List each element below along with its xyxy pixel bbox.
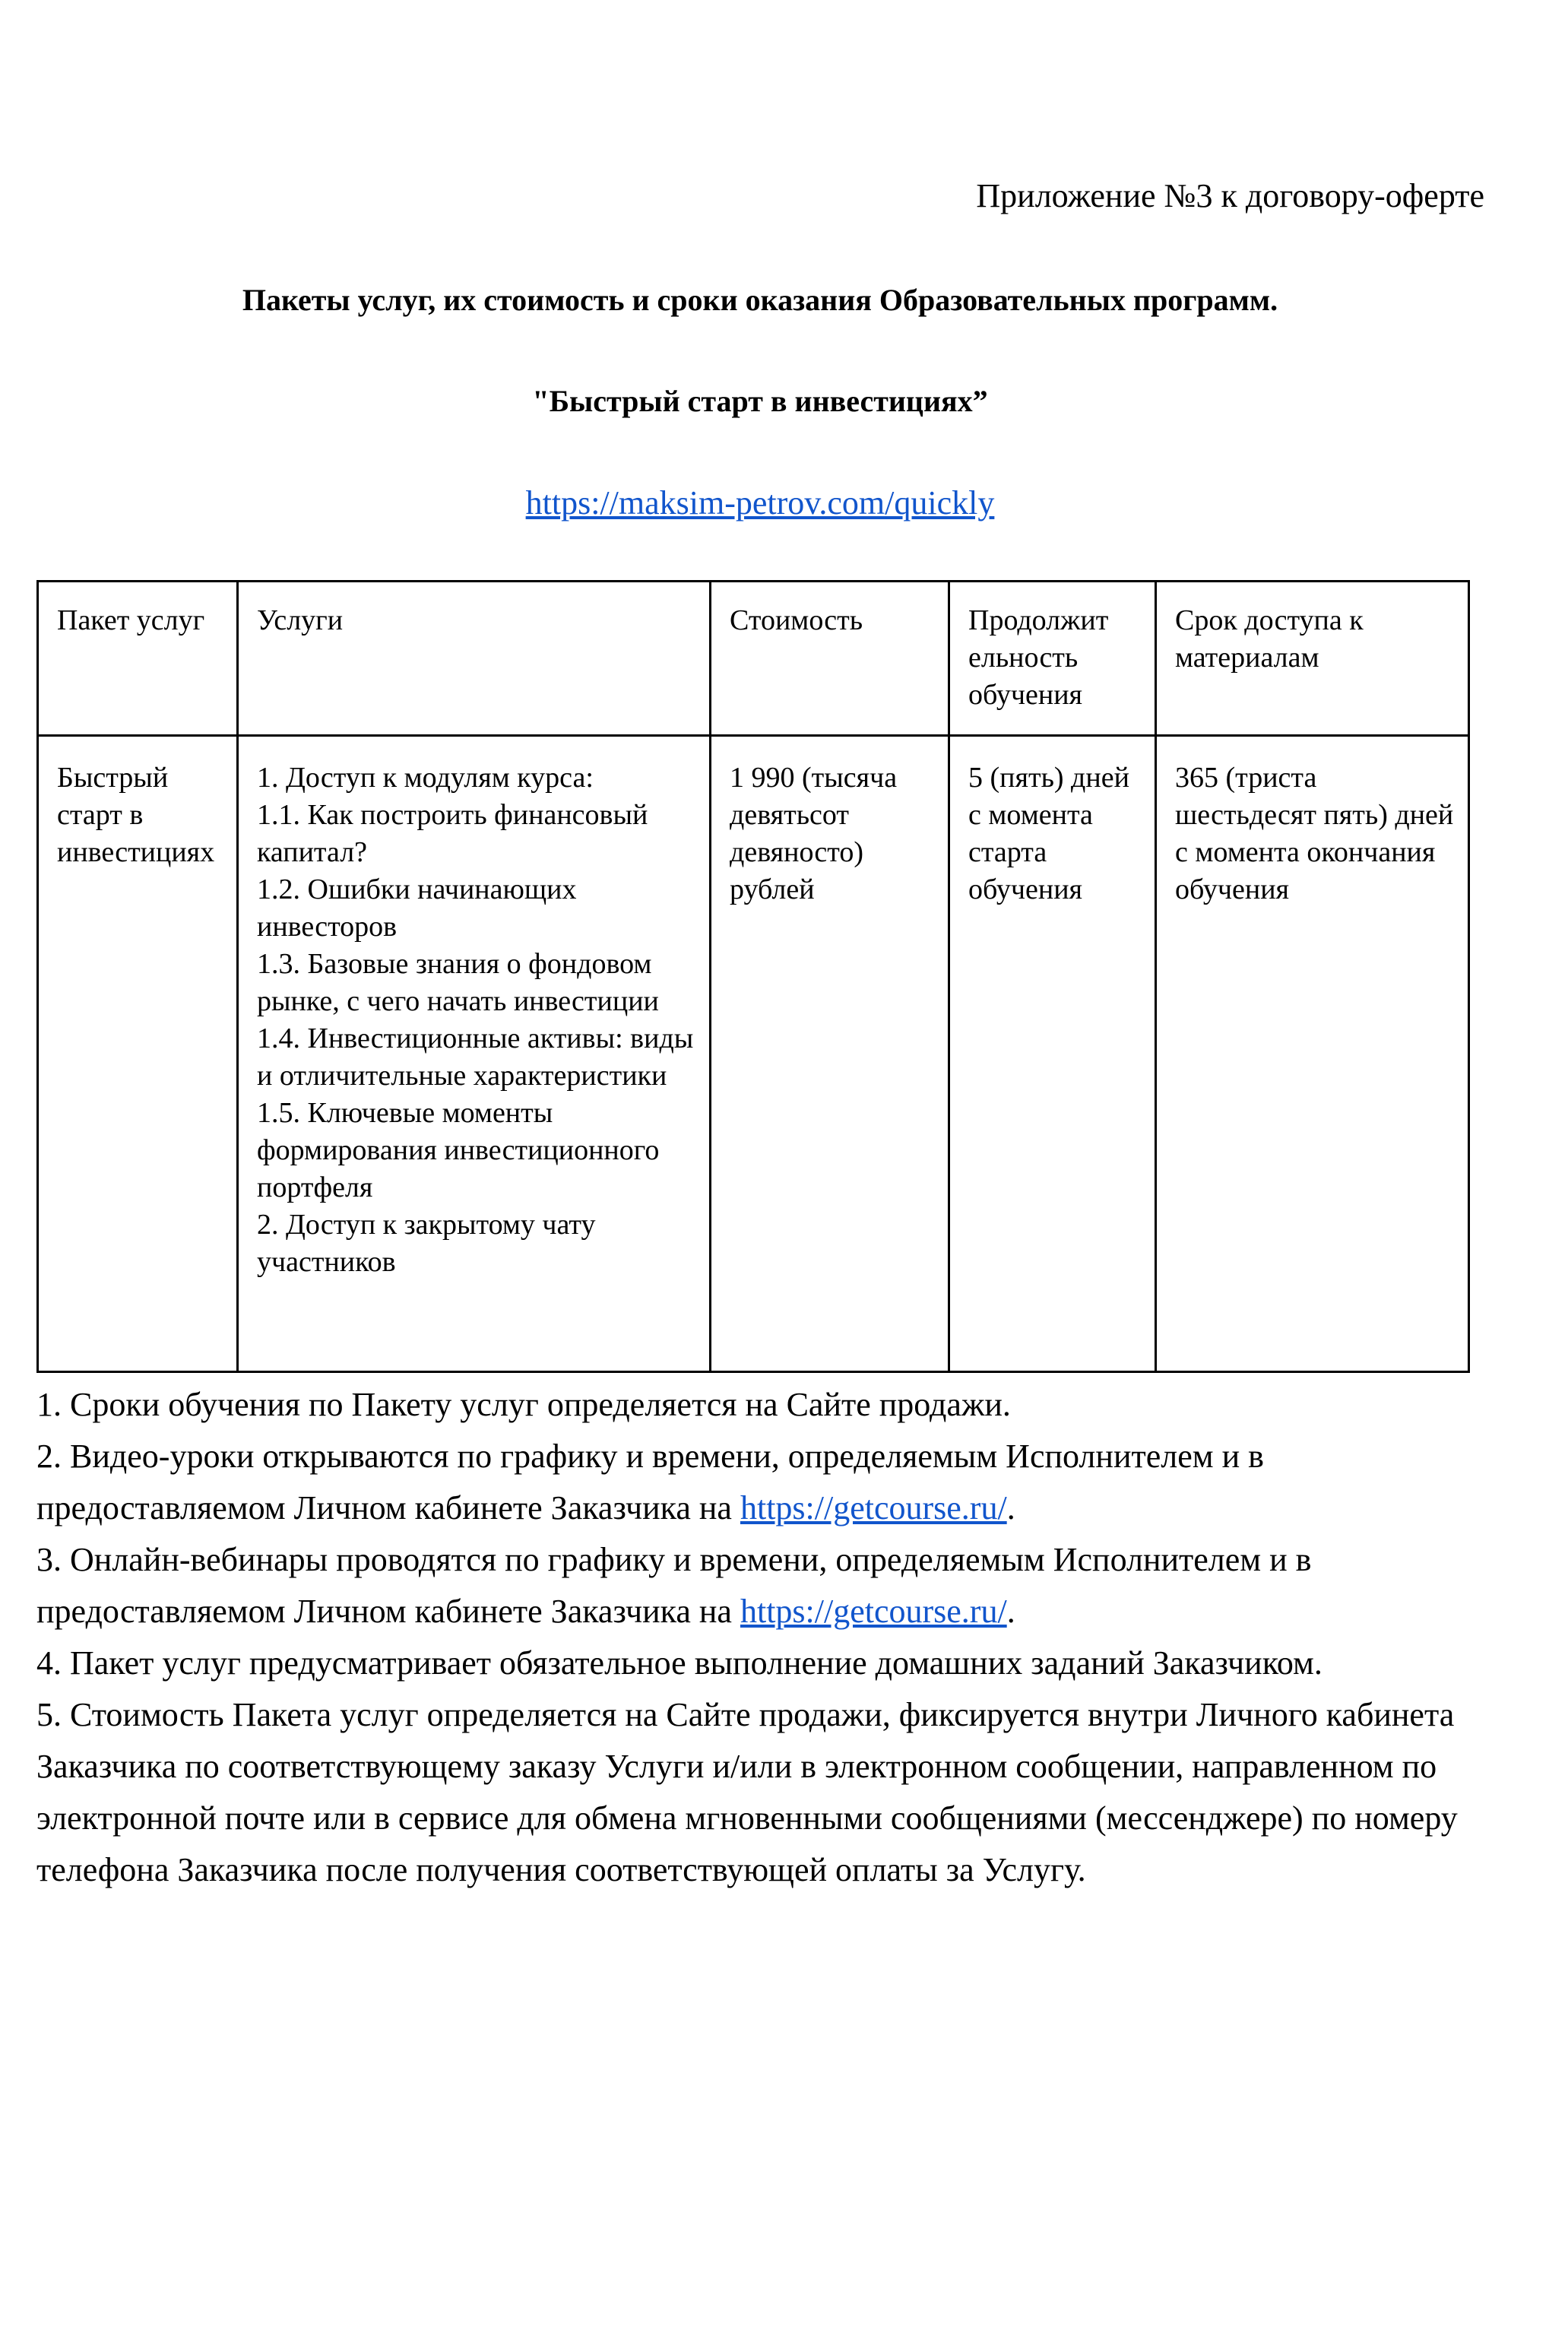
- program-url-block: [0, 480, 1520, 526]
- service-item: 2. Доступ к закрытому чату участников: [257, 1209, 596, 1278]
- header-package: Пакет услуг: [38, 582, 238, 736]
- note-4: 4. Пакет услуг предусматривает обязательное выполнение домашних заданий Заказчиком.: [36, 1644, 1323, 1682]
- appendix-label: Приложение №3 к договору-оферте: [976, 177, 1484, 214]
- cell-package: Быстрый старт в инвестициях: [38, 736, 238, 1372]
- note-2-end: .: [1006, 1489, 1015, 1526]
- header-price: Стоимость: [711, 582, 949, 736]
- getcourse-link[interactable]: https://getcourse.ru/: [740, 1593, 1007, 1630]
- service-item: 1.2. Ошибки начинающих инвесторов: [257, 873, 577, 943]
- document-title: Пакеты услуг, их стоимость и сроки оказания Образовательных программ.: [242, 283, 1278, 317]
- note-2: [36, 1431, 1503, 1534]
- header-access: Срок доступа к материалам: [1156, 582, 1469, 736]
- packages-table: [36, 580, 1470, 1373]
- note-3: [36, 1534, 1503, 1637]
- service-item: 1.3. Базовые знания о фондовом рынке, с чего начать инвестиции: [257, 948, 659, 1017]
- note-5: 5. Стоимость Пакета услуг определяется на Сайте продажи, фиксируется внутри Личного кабинета Заказчика по соответствующему заказу Услуги и/или в электронном сообщении, направленном по электронной почте или в сервисе для обмена мгновенными сообщениями (мессенджере) по номеру телефона Заказчика после получения соответствующей оплаты за Услугу.: [36, 1696, 1458, 1888]
- cell-access: 365 (триста шестьдесят пять) дней с момента окончания обучения: [1156, 736, 1469, 1372]
- table-header-row: [38, 582, 1469, 736]
- note-2-text: 2. Видео-уроки открываются по графику и времени, определяемым Исполнителем и в предоставляемом Личном кабинете Заказчика на: [36, 1438, 1264, 1526]
- cell-duration: 5 (пять) дней с момента старта обучения: [949, 736, 1156, 1372]
- terms-notes: [36, 1379, 1503, 1896]
- service-item: 1.4. Инвестиционные активы: виды и отличительные характеристики: [257, 1022, 694, 1092]
- program-title: "Быстрый старт в инвестициях”: [532, 384, 988, 418]
- table-row: [38, 736, 1469, 1372]
- note-3-end: .: [1006, 1593, 1015, 1630]
- header-duration: Продолжит ельность обучения: [949, 582, 1156, 736]
- cell-price: 1 990 (тысяча девятьсот девяносто) рублей: [711, 736, 949, 1372]
- header-services: Услуги: [238, 582, 711, 736]
- cell-services: [238, 736, 711, 1372]
- note-3-text: 3. Онлайн-вебинары проводятся по графику и времени, определяемым Исполнителем и в предоставляемом Личном кабинете Заказчика на: [36, 1541, 1312, 1630]
- program-url-link[interactable]: https://maksim-petrov.com/quickly: [525, 484, 995, 522]
- note-1: 1. Сроки обучения по Пакету услуг определяется на Сайте продажи.: [36, 1386, 1011, 1423]
- getcourse-link[interactable]: https://getcourse.ru/: [740, 1489, 1007, 1526]
- service-item: 1.5. Ключевые моменты формирования инвестиционного портфеля: [257, 1097, 660, 1203]
- service-item: 1. Доступ к модулям курса:: [257, 762, 594, 794]
- service-item: 1.1. Как построить финансовый капитал?: [257, 799, 648, 868]
